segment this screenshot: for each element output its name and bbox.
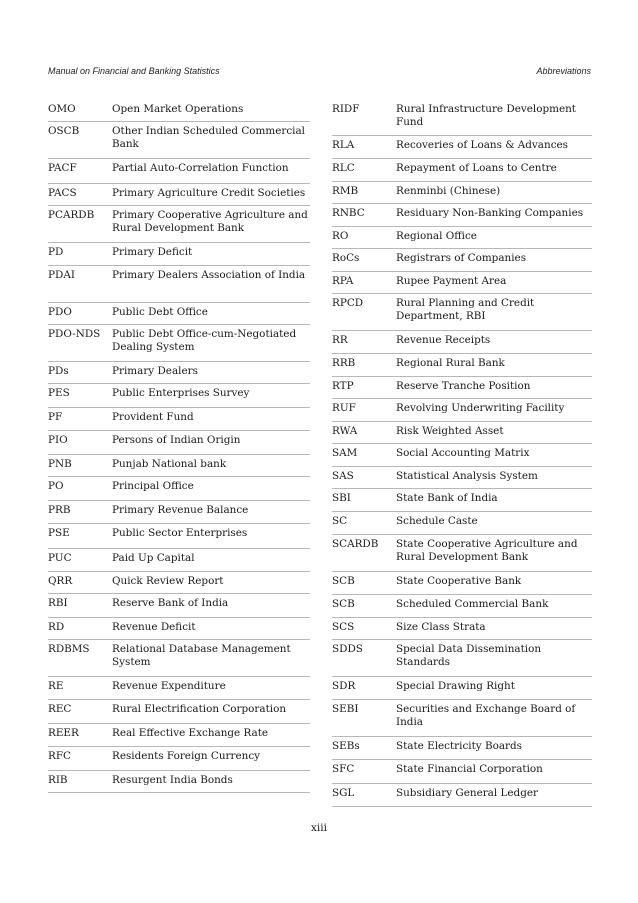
abbreviation-term: SFC [332,762,355,775]
abbreviation-row [48,572,310,594]
abbreviation-term: RLA [332,138,355,151]
abbreviation-row [48,206,310,243]
abbreviation-row [48,700,310,724]
abbreviation-expansion: Subsidiary General Ledger [396,786,538,799]
abbreviation-row [332,422,592,444]
abbreviation-row [48,266,310,303]
abbreviation-term: SAM [332,446,358,459]
abbreviation-expansion: Open Market Operations [112,102,244,115]
abbreviation-expansion: Securities and Exchange Board of India [396,702,576,728]
abbreviation-row [332,700,592,737]
abbreviation-term: SEBs [332,739,360,752]
abbreviation-term: PIO [48,433,68,446]
abbreviation-expansion: Other Indian Scheduled Commercial Bank [112,124,306,150]
abbreviation-term: PNB [48,457,72,470]
abbreviation-expansion: Persons of Indian Origin [112,433,241,446]
abbreviation-expansion: Public Enterprises Survey [112,386,250,399]
abbreviation-row [48,100,310,122]
abbreviation-term: PUC [48,551,72,564]
abbreviation-row [332,272,592,294]
abbreviation-row [48,455,310,477]
abbreviation-row [48,771,310,793]
abbreviation-expansion: Relational Database Management System [112,642,291,668]
abbreviation-term: RE [48,679,64,692]
abbreviation-expansion: Statistical Analysis System [396,469,538,482]
abbreviation-expansion: Registrars of Companies [396,251,527,264]
abbreviation-term: PCARDB [48,208,95,221]
abbreviation-expansion: State Cooperative Bank [396,574,522,587]
abbreviation-expansion: Punjab National bank [112,457,227,470]
abbreviation-term: SCARDB [332,537,379,550]
running-header-section: Abbreviations [536,66,591,76]
abbreviation-expansion: Primary Agriculture Credit Societies [112,186,306,199]
abbreviation-expansion: Recoveries of Loans & Advances [396,138,568,151]
abbreviation-term: PDO-NDS [48,327,101,340]
abbreviation-row [332,100,592,136]
abbreviation-term: QRR [48,574,73,587]
abbreviation-term: RPCD [332,296,364,309]
abbreviation-term: RWA [332,424,358,437]
abbreviation-row [332,227,592,249]
abbreviation-term: RLC [332,161,355,174]
abbreviation-term: RMB [332,184,359,197]
abbreviation-term: RIDF [332,102,360,115]
abbreviations-right-column [332,100,592,807]
abbreviation-expansion: State Cooperative Agriculture and Rural Development Bank [396,537,578,563]
abbreviation-row [332,535,592,572]
abbreviation-row [332,489,592,512]
abbreviation-term: RFC [48,749,71,762]
abbreviation-expansion: Primary Cooperative Agriculture and Rural Development Bank [112,208,308,234]
abbreviation-expansion: State Bank of India [396,491,498,504]
abbreviation-expansion: Principal Office [112,479,194,492]
abbreviation-term: SCB [332,597,355,610]
abbreviation-term: PDO [48,305,72,318]
abbreviation-row [332,760,592,784]
abbreviation-expansion: Public Debt Office [112,305,208,318]
abbreviation-expansion: Special Data Dissemination Standards [396,642,542,668]
abbreviation-term: OSCB [48,124,80,137]
abbreviation-term: SAS [332,469,354,482]
abbreviation-row [332,595,592,618]
abbreviation-expansion: Provident Fund [112,410,194,423]
abbreviation-expansion: Revolving Underwriting Facility [396,401,565,414]
abbreviation-expansion: Repayment of Loans to Centre [396,161,557,174]
abbreviation-term: PRB [48,503,71,516]
abbreviation-term: PD [48,245,64,258]
abbreviation-row [332,249,592,272]
abbreviation-row [48,303,310,325]
abbreviation-expansion: Social Accounting Matrix [396,446,530,459]
abbreviation-expansion: Resurgent India Bonds [112,773,233,786]
abbreviation-expansion: Regional Office [396,229,477,242]
abbreviation-expansion: Special Drawing Right [396,679,515,692]
abbreviation-term: PDs [48,364,69,377]
abbreviation-row [48,501,310,524]
abbreviation-expansion: Primary Dealers Association of India [112,268,306,281]
abbreviation-row [48,243,310,266]
abbreviation-expansion: Reserve Tranche Position [396,379,531,392]
abbreviation-row [332,737,592,760]
abbreviation-term: SDDS [332,642,363,655]
abbreviation-row [332,512,592,535]
abbreviation-term: RoCs [332,251,360,264]
abbreviation-row [48,677,310,700]
abbreviation-row [48,594,310,618]
abbreviation-term: PF [48,410,63,423]
abbreviation-expansion: Quick Review Report [112,574,224,587]
abbreviation-expansion: Renminbi (Chinese) [396,184,501,197]
abbreviation-row [332,677,592,700]
abbreviation-term: SGL [332,786,355,799]
abbreviation-row [48,549,310,572]
abbreviation-expansion: Scheduled Commercial Bank [396,597,549,610]
abbreviation-term: SCS [332,620,355,633]
abbreviation-row [332,467,592,489]
abbreviation-expansion: Risk Weighted Asset [396,424,504,437]
abbreviation-expansion: Primary Deficit [112,245,193,258]
abbreviation-row [332,159,592,182]
abbreviation-term: OMO [48,102,76,115]
abbreviation-row [332,204,592,227]
abbreviation-expansion: Rupee Payment Area [396,274,507,287]
abbreviation-row [332,377,592,399]
abbreviation-term: REC [48,702,72,715]
abbreviation-expansion: Partial Auto-Correlation Function [112,161,289,174]
abbreviation-row [332,618,592,640]
abbreviation-term: PACS [48,186,77,199]
abbreviation-term: SC [332,514,348,527]
abbreviation-expansion: Public Debt Office-cum-Negotiated Dealing System [112,327,297,353]
abbreviation-expansion: Schedule Caste [396,514,478,527]
abbreviation-row [48,122,310,159]
abbreviation-term: RIB [48,773,68,786]
abbreviation-term: RR [332,333,348,346]
abbreviation-term: RRB [332,356,356,369]
abbreviation-row [332,354,592,377]
abbreviation-expansion: Reserve Bank of India [112,596,229,609]
abbreviation-row [332,136,592,159]
abbreviation-expansion: Rural Electrification Corporation [112,702,287,715]
abbreviation-row [332,331,592,354]
abbreviation-term: RUF [332,401,356,414]
abbreviation-expansion: Size Class Strata [396,620,486,633]
abbreviation-row [48,325,310,362]
abbreviation-expansion: Rural Planning and Credit Department, RBI [396,296,535,322]
abbreviation-term: PES [48,386,70,399]
abbreviation-term: RPA [332,274,354,287]
abbreviation-row [332,294,592,331]
abbreviation-term: RO [332,229,349,242]
abbreviation-row [332,640,592,677]
abbreviation-term: PACF [48,161,77,174]
abbreviations-left-column [48,100,310,793]
abbreviation-expansion: Revenue Receipts [396,333,491,346]
page-number: xiii [311,822,327,834]
abbreviation-row [48,724,310,747]
abbreviation-row [332,444,592,467]
abbreviation-expansion: Paid Up Capital [112,551,195,564]
abbreviation-expansion: State Financial Corporation [396,762,543,775]
abbreviation-row [332,182,592,204]
abbreviation-term: RDBMS [48,642,90,655]
abbreviation-term: SBI [332,491,351,504]
abbreviation-term: RTP [332,379,354,392]
abbreviation-row [48,524,310,549]
abbreviation-expansion: State Electricity Boards [396,739,522,752]
abbreviation-row [48,477,310,501]
abbreviation-term: RNBC [332,206,365,219]
abbreviation-row [48,408,310,431]
abbreviation-term: RBI [48,596,68,609]
abbreviation-expansion: Primary Revenue Balance [112,503,249,516]
abbreviation-row [48,431,310,455]
running-header-title: Manual on Financial and Banking Statistics [48,66,220,76]
abbreviation-row [48,362,310,384]
abbreviation-row [332,784,592,807]
abbreviation-row [48,640,310,677]
abbreviation-row [48,159,310,184]
abbreviation-row [48,747,310,771]
abbreviation-expansion: Residuary Non-Banking Companies [396,206,584,219]
abbreviation-row [48,618,310,640]
abbreviation-expansion: Real Effective Exchange Rate [112,726,269,739]
abbreviation-term: PSE [48,526,70,539]
abbreviation-term: SDR [332,679,356,692]
abbreviation-row [332,572,592,595]
abbreviation-row [48,184,310,206]
abbreviation-term: SEBI [332,702,359,715]
abbreviation-term: SCB [332,574,355,587]
abbreviation-term: REER [48,726,79,739]
abbreviation-term: PDAI [48,268,75,281]
abbreviation-expansion: Rural Infrastructure Development Fund [396,102,576,128]
abbreviation-expansion: Regional Rural Bank [396,356,505,369]
abbreviation-expansion: Primary Dealers [112,364,198,377]
abbreviation-expansion: Public Sector Enterprises [112,526,248,539]
abbreviation-term: PO [48,479,64,492]
abbreviation-row [48,384,310,408]
abbreviation-expansion: Residents Foreign Currency [112,749,261,762]
abbreviation-row [332,399,592,422]
abbreviation-expansion: Revenue Expenditure [112,679,226,692]
abbreviation-term: RD [48,620,65,633]
abbreviation-expansion: Revenue Deficit [112,620,196,633]
